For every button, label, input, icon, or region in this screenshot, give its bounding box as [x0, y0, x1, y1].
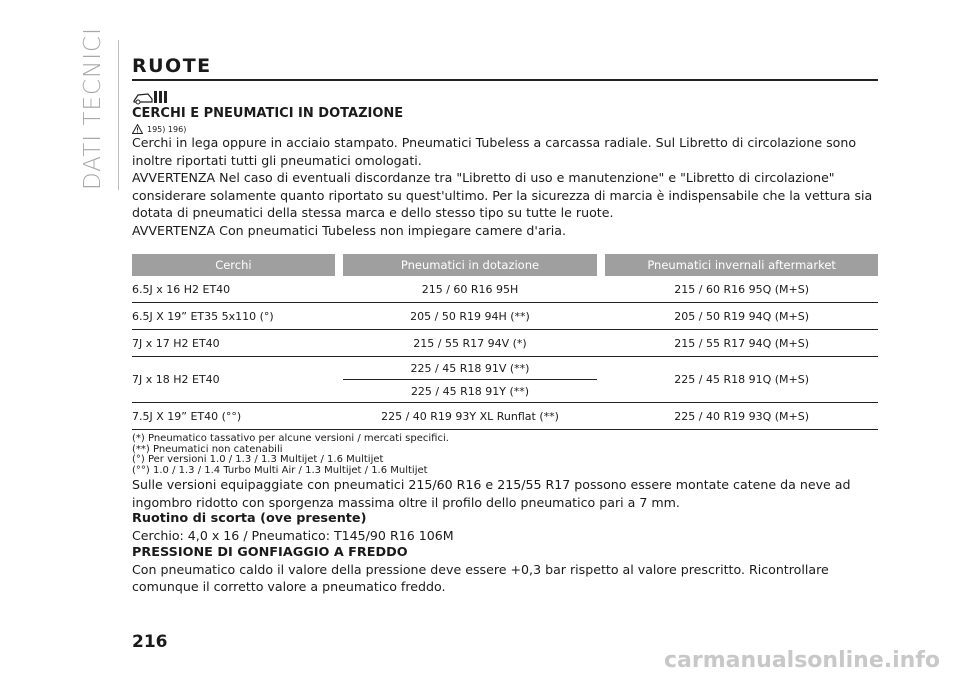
winter-cell: 215 / 55 R17 94Q (M+S) [605, 330, 878, 357]
table-row [132, 357, 878, 380]
tyre-table [132, 254, 878, 430]
rim-cell: 6.5J x 16 H2 ET40 [132, 276, 335, 303]
winter-cell: 225 / 45 R18 91Q (M+S) [605, 357, 878, 403]
side-divider [118, 40, 119, 190]
page-title: RUOTE [132, 55, 212, 77]
section-title: CERCHI E PNEUMATICI IN DOTAZIONE [132, 106, 404, 121]
pressure-paragraph: Con pneumatico caldo il valore della pressione deve essere +0,3 bar rispetto al valore prescritto. Ricontrollare comunque il corretto valore a pneumatico freddo. [132, 561, 829, 594]
chains-paragraph: Sulle versioni equipaggiate con pneumatici 215/60 R16 e 215/55 R17 possono essere montate catene da neve ad ingombro ridotto con sporgenza massima oltre il profilo dello pneumatico pari a 7 mm. [132, 477, 851, 510]
rim-cell: 7.5J X 19” ET40 (°°) [132, 403, 335, 430]
pressure-title: PRESSIONE DI GONFIAGGIO A FREDDO [132, 544, 408, 560]
tyre-cell: 225 / 40 R19 93Y XL Runflat (**) [343, 403, 597, 430]
tyre-cell: 225 / 45 R18 91V (**) [343, 357, 597, 380]
warning-triangle-icon [132, 124, 143, 134]
spare-title: Ruotino di scorta (ove presente) [132, 511, 367, 526]
tyre-cell: 205 / 50 R19 94H (**) [343, 303, 597, 330]
winter-cell: 215 / 60 R16 95Q (M+S) [605, 276, 878, 303]
wheel-car-icon [132, 89, 168, 105]
spare-paragraph: Cerchio: 4,0 x 16 / Pneumatico: T145/90 R16 106M [132, 528, 454, 543]
page-content [132, 55, 878, 596]
winter-cell: 225 / 40 R19 93Q (M+S) [605, 403, 878, 430]
note: (**) Pneumatici non catenabili [132, 443, 283, 455]
winter-cell: 205 / 50 R19 94Q (M+S) [605, 303, 878, 330]
rim-cell: 6.5J X 19” ET35 5x110 (°) [132, 303, 335, 330]
rim-cell: 7J x 17 H2 ET40 [132, 330, 335, 357]
header-tyres: Pneumatici in dotazione [343, 254, 597, 276]
header-winter: Pneumatici invernali aftermarket [605, 254, 878, 276]
header-rims: Cerchi [132, 254, 335, 276]
title-rule [132, 79, 878, 81]
tyre-cell: 215 / 60 R16 95H [343, 276, 597, 303]
tyre-cell: 225 / 45 R18 91Y (**) [343, 380, 597, 403]
watermark: carmanualsonline.info [664, 648, 940, 673]
table-row [132, 276, 878, 303]
warning-paragraph: AVVERTENZA Nel caso di eventuali discordanze tra "Libretto di uso e manutenzione" e "Libretto di circolazione" considerare solamente quanto riportato su quest'ultimo. Per la sicurezza di marcia è indispensabile che la vettura sia dotata di pneumatici della stessa marca e dello stesso tipo su tutte le ruote. [132, 170, 873, 220]
refs-text: 195) 196) [147, 124, 187, 134]
note: (*) Pneumatico tassativo per alcune versioni / mercati specifici. [132, 433, 449, 444]
rim-cell: 7J x 18 H2 ET40 [132, 357, 335, 403]
page-number: 216 [132, 632, 168, 652]
tubeless-warning: AVVERTENZA Con pneumatici Tubeless non impiegare camere d'aria. [132, 222, 566, 238]
table-row [132, 303, 878, 330]
table-header-row [132, 254, 878, 276]
table-row [132, 330, 878, 357]
tyre-cell: 215 / 55 R17 94V (*) [343, 330, 597, 357]
side-tab: DATI TECNICI [80, 27, 106, 190]
intro-paragraph: Cerchi in lega oppure in acciaio stampato. Pneumatici Tubeless a carcassa radiale. Sul Libretto di circolazione sono inoltre riportati tutti gli pneumatici omologati. [132, 135, 857, 168]
warning-refs [132, 124, 878, 134]
table-row [132, 403, 878, 430]
note: (°°) 1.0 / 1.3 / 1.4 Turbo Multi Air / 1.3 Multijet / 1.6 Multijet [132, 464, 428, 476]
table-notes [132, 434, 878, 476]
note: (°) Per versioni 1.0 / 1.3 / 1.3 Multijet / 1.6 Multijet [132, 454, 384, 465]
